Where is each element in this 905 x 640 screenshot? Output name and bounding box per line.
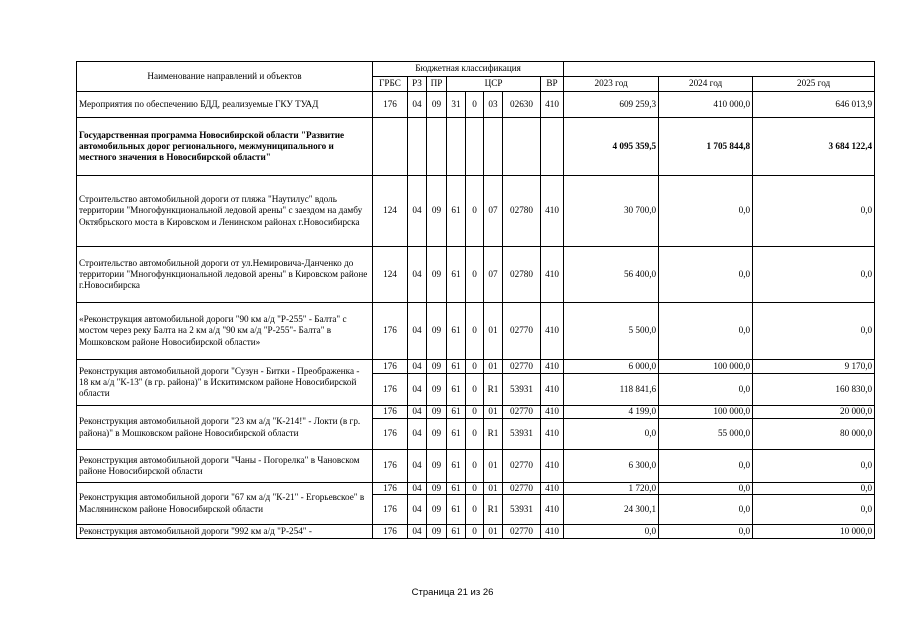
cell-vr: 410 [541,374,564,406]
cell-grbs: 124 [373,247,408,303]
cell-csr2: 0 [466,374,484,406]
cell-2024: 0,0 [659,247,753,303]
row-name: Реконструкция автомобильной дороги "67 км а/д "К-21" - Егорьевское" в Маслянинском районе Новосибирской области [77,483,373,525]
row-name: Государственная программа Новосибирской области "Развитие автомобильных дорог регионального, межмуниципального и местного значения в Новосибирской области" [77,118,373,176]
cell-2024: 0,0 [659,495,753,525]
page-number: Страница 21 из 26 [411,587,494,598]
row-name: Мероприятия по обеспечению БДД, реализуемые ГКУ ТУАД [77,92,373,118]
cell-csr2: 0 [466,247,484,303]
cell-csr4: 53931 [503,495,541,525]
cell-csr1: 61 [447,303,466,360]
cell-csr2: 0 [466,303,484,360]
cell-pr: 09 [427,374,447,406]
cell-csr3: 01 [484,483,503,495]
cell-csr2: 0 [466,419,484,450]
cell-csr4: 53931 [503,374,541,406]
cell-grbs: 176 [373,495,408,525]
cell-2024: 0,0 [659,374,753,406]
cell-csr3: 01 [484,406,503,419]
cell-csr4: 02770 [503,525,541,539]
cell-csr1: 61 [447,360,466,374]
header-2025: 2025 год [753,77,875,92]
table-row [77,406,875,419]
cell-2024: 0,0 [659,525,753,539]
cell-grbs: 124 [373,176,408,247]
cell-csr2: 0 [466,92,484,118]
cell-csr3: 07 [484,176,503,247]
cell-2025: 646 013,9 [753,92,875,118]
cell-csr3: 07 [484,247,503,303]
row-name: Реконструкция автомобильной дороги "Чаны - Погорелка" в Чановском районе Новосибирской области [77,450,373,483]
row-name: «Реконструкция автомобильной дороги "90 км а/д "Р-255" - Балта" с мостом через реку Балта на 2 км а/д "90 км а/д "Р-255"- Балта" в Мошковском районе Новосибирской области» [77,303,373,360]
cell-vr: 410 [541,450,564,483]
cell-csr1: 61 [447,525,466,539]
cell-rz [408,118,427,176]
header-rz: РЗ [408,77,427,92]
cell-2025: 3 684 122,4 [753,118,875,176]
cell-vr: 410 [541,419,564,450]
cell-pr: 09 [427,406,447,419]
cell-pr: 09 [427,483,447,495]
cell-csr1: 31 [447,92,466,118]
cell-vr: 410 [541,303,564,360]
table-row [77,525,875,539]
cell-grbs [373,118,408,176]
table-row [77,303,875,360]
cell-vr [541,118,564,176]
table-row [77,360,875,374]
cell-2023: 4 199,0 [564,406,659,419]
table-row [77,483,875,495]
cell-2024: 0,0 [659,303,753,360]
cell-pr: 09 [427,525,447,539]
cell-pr: 09 [427,360,447,374]
cell-2023: 6 000,0 [564,360,659,374]
cell-csr1: 61 [447,406,466,419]
header-vr: ВР [541,77,564,92]
row-name: Строительство автомобильной дороги от ул.Немировича-Данченко до территории "Многофункциональной ледовой арены" в Кировском районе г.Новосибирска [77,247,373,303]
row-name: Реконструкция автомобильной дороги "Сузун - Битки - Преображенка - 18 км а/д "К-13" (в гр. района)" в Искитимском районе Новосибирской области [77,360,373,406]
cell-2025: 9 170,0 [753,360,875,374]
cell-csr1: 61 [447,495,466,525]
cell-2024: 100 000,0 [659,406,753,419]
cell-2024: 100 000,0 [659,360,753,374]
cell-csr4: 02770 [503,360,541,374]
cell-rz: 04 [408,247,427,303]
header-name: Наименование направлений и объектов [77,62,373,92]
cell-2025: 0,0 [753,247,875,303]
cell-vr: 410 [541,247,564,303]
cell-rz: 04 [408,374,427,406]
cell-pr: 09 [427,419,447,450]
cell-2025: 0,0 [753,303,875,360]
cell-2024: 1 705 844,8 [659,118,753,176]
header-csr: ЦСР [447,77,541,92]
cell-rz: 04 [408,176,427,247]
cell-pr: 09 [427,495,447,525]
cell-csr4 [503,118,541,176]
header-2024: 2024 год [659,77,753,92]
cell-csr1: 61 [447,483,466,495]
cell-csr1: 61 [447,450,466,483]
cell-2025: 0,0 [753,450,875,483]
cell-2023: 24 300,1 [564,495,659,525]
cell-pr: 09 [427,176,447,247]
cell-csr3: R1 [484,495,503,525]
cell-grbs: 176 [373,406,408,419]
cell-csr1: 61 [447,247,466,303]
cell-vr: 410 [541,495,564,525]
cell-grbs: 176 [373,450,408,483]
row-name: Строительство автомобильной дороги от пляжа "Наутилус" вдоль территории "Многофункциональной ледовой арены" с заездом на дамбу Октябрьского моста в Кировском и Ленинском районах г.Новосибирска [77,176,373,247]
cell-pr [427,118,447,176]
cell-2023: 118 841,6 [564,374,659,406]
cell-2024: 0,0 [659,450,753,483]
header-budget-class: Бюджетная классификация [373,62,564,77]
cell-rz: 04 [408,450,427,483]
cell-2025: 10 000,0 [753,525,875,539]
row-name: Реконструкция автомобильной дороги "23 км а/д "К-214!" - Локти (в гр. района)" в Мошковском районе Новосибирской области [77,406,373,450]
cell-csr3: 03 [484,92,503,118]
cell-2025: 0,0 [753,495,875,525]
cell-csr4: 02770 [503,450,541,483]
cell-rz: 04 [408,483,427,495]
budget-table [76,61,875,539]
cell-csr4: 02780 [503,247,541,303]
cell-csr4: 53931 [503,419,541,450]
cell-csr2: 0 [466,406,484,419]
cell-csr3: R1 [484,374,503,406]
cell-vr: 410 [541,176,564,247]
cell-pr: 09 [427,450,447,483]
cell-2023: 56 400,0 [564,247,659,303]
cell-csr2: 0 [466,495,484,525]
cell-rz: 04 [408,406,427,419]
cell-vr: 410 [541,360,564,374]
cell-csr1: 61 [447,419,466,450]
cell-grbs: 176 [373,419,408,450]
cell-2025: 0,0 [753,176,875,247]
cell-csr4: 02770 [503,406,541,419]
cell-csr3 [484,118,503,176]
cell-2025: 80 000,0 [753,419,875,450]
cell-csr1: 61 [447,374,466,406]
table-row [77,92,875,118]
cell-csr3: R1 [484,419,503,450]
header-grbs: ГРБС [373,77,408,92]
header-empty [564,62,875,77]
cell-2024: 0,0 [659,176,753,247]
cell-csr2: 0 [466,176,484,247]
cell-rz: 04 [408,525,427,539]
cell-2024: 410 000,0 [659,92,753,118]
cell-vr: 410 [541,525,564,539]
cell-grbs: 176 [373,525,408,539]
cell-csr3: 01 [484,303,503,360]
header-pr: ПР [427,77,447,92]
cell-csr2: 0 [466,360,484,374]
cell-2024: 55 000,0 [659,419,753,450]
cell-2023: 609 259,3 [564,92,659,118]
cell-grbs: 176 [373,303,408,360]
cell-csr1: 61 [447,176,466,247]
table-row [77,450,875,483]
cell-csr4: 02770 [503,303,541,360]
cell-2023: 1 720,0 [564,483,659,495]
table-row-program [77,118,875,176]
header-row-1 [77,62,875,77]
cell-csr2: 0 [466,483,484,495]
cell-pr: 09 [427,247,447,303]
cell-rz: 04 [408,419,427,450]
cell-grbs: 176 [373,374,408,406]
cell-csr3: 01 [484,450,503,483]
cell-rz: 04 [408,92,427,118]
cell-vr: 410 [541,92,564,118]
cell-csr2 [466,118,484,176]
cell-pr: 09 [427,303,447,360]
cell-2023: 6 300,0 [564,450,659,483]
cell-2023: 30 700,0 [564,176,659,247]
row-name: Реконструкция автомобильной дороги "992 км а/д "Р-254" - [77,525,373,539]
cell-csr2: 0 [466,450,484,483]
cell-csr1 [447,118,466,176]
cell-2025: 0,0 [753,483,875,495]
cell-rz: 04 [408,495,427,525]
header-2023: 2023 год [564,77,659,92]
cell-grbs: 176 [373,483,408,495]
cell-vr: 410 [541,483,564,495]
cell-2025: 160 830,0 [753,374,875,406]
cell-2024: 0,0 [659,483,753,495]
cell-csr3: 01 [484,525,503,539]
cell-2023: 4 095 359,5 [564,118,659,176]
cell-pr: 09 [427,92,447,118]
cell-2023: 0,0 [564,419,659,450]
cell-2023: 0,0 [564,525,659,539]
cell-rz: 04 [408,303,427,360]
cell-grbs: 176 [373,92,408,118]
cell-2025: 20 000,0 [753,406,875,419]
cell-rz: 04 [408,360,427,374]
cell-csr4: 02770 [503,483,541,495]
cell-csr4: 02630 [503,92,541,118]
cell-grbs: 176 [373,360,408,374]
cell-csr3: 01 [484,360,503,374]
cell-csr4: 02780 [503,176,541,247]
cell-2023: 5 500,0 [564,303,659,360]
cell-csr2: 0 [466,525,484,539]
table-row [77,247,875,303]
table-row [77,176,875,247]
cell-vr: 410 [541,406,564,419]
